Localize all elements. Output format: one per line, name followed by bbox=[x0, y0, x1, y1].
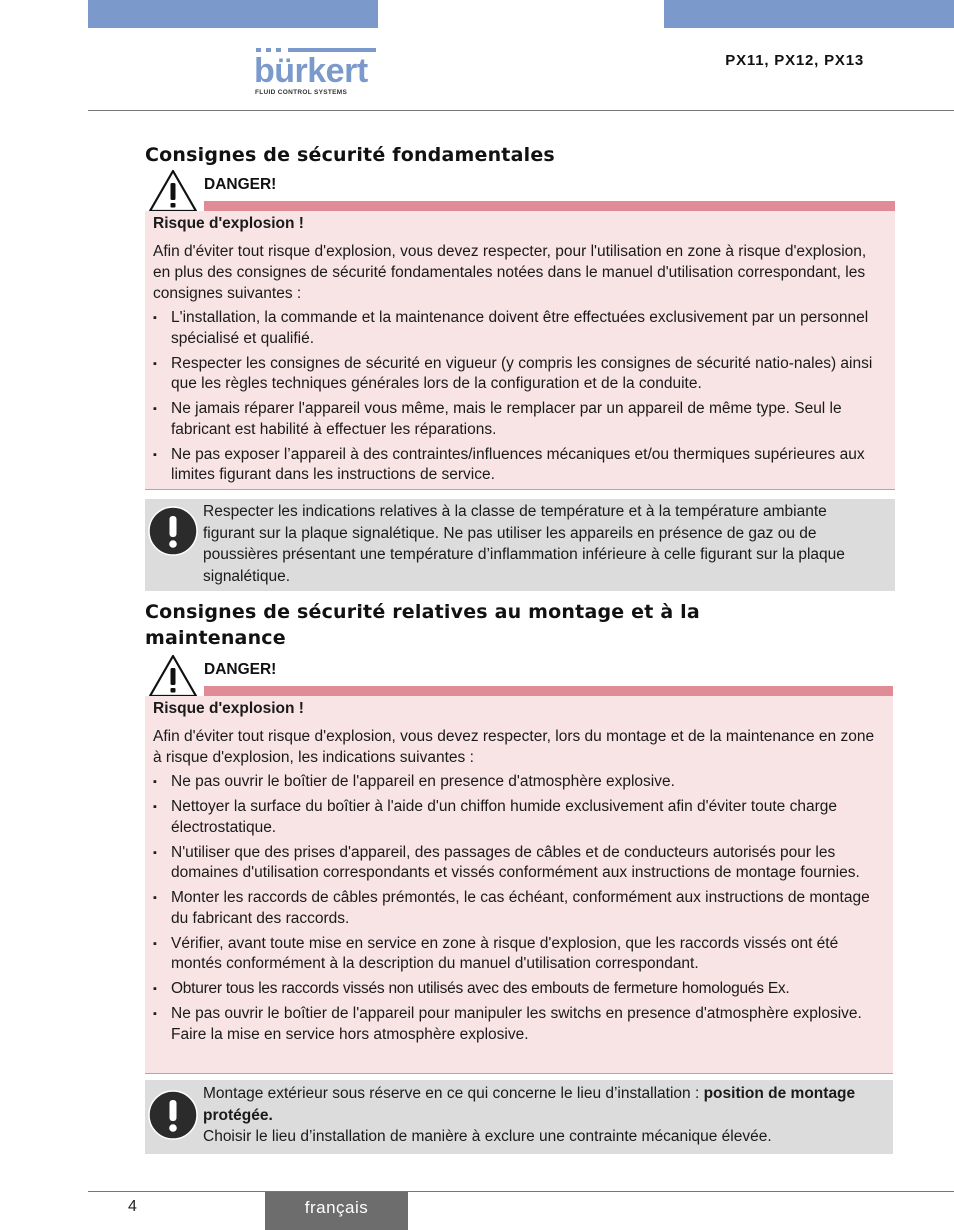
note-text: Respecter les indications relatives à la classe de température et à la température ambiante figurant sur la plaque signalétique. Ne pas utiliser les appareils en présence de gaz ou de poussières présentant une température d’inflammation inférieure à celle figurant sur la plaque signalétique. bbox=[203, 503, 845, 585]
list-item: ▪ Ne jamais réparer l'appareil vous même, mais le remplacer par un appareil de même type. Seul le fabricant est habilité à effectuer les réparations. bbox=[153, 399, 887, 440]
danger-intro: Afin d'éviter tout risque d'explosion, vous devez respecter, lors du montage et de la maintenance en zone à risque d'explosion, les indications suivantes : bbox=[153, 728, 875, 766]
note-box bbox=[145, 499, 895, 591]
note-box bbox=[145, 1080, 893, 1154]
note-text-bold: position de montage protégée. bbox=[203, 1085, 856, 1124]
list-item: ▪ Respecter les consignes de sécurité en vigueur (y compris les consignes de sécurité natio-nales) ainsi que les règles techniques générales lors de la configuration et de la conduite. bbox=[153, 354, 887, 395]
danger-list bbox=[153, 772, 885, 1045]
burkert-logo bbox=[254, 48, 378, 100]
document-model: PX11, PX12, PX13 bbox=[725, 52, 864, 69]
list-item: ▪ Ne pas ouvrir le boîtier de l'appareil en presence d'atmosphère explosive. bbox=[153, 772, 885, 793]
logo-tagline: FLUID CONTROL SYSTEMS bbox=[255, 89, 348, 96]
note-text-line2: Choisir le lieu d’installation de manière à exclure une contrainte mécanique élevée. bbox=[203, 1128, 772, 1145]
list-item: ▪ Ne pas exposer l’appareil à des contraintes/influences mécaniques et/ou thermiques supérieures aux limites figurant dans les instructions de service. bbox=[153, 445, 887, 486]
page-number: 4 bbox=[128, 1198, 137, 1215]
footer-divider bbox=[88, 1191, 954, 1192]
header-accent-bar-right bbox=[664, 0, 954, 28]
note-text bbox=[203, 1083, 879, 1126]
danger-label: DANGER! bbox=[204, 661, 277, 678]
section-title-fundamental: Consignes de sécurité fondamentales bbox=[145, 144, 555, 166]
risk-heading: Risque d'explosion ! bbox=[153, 215, 304, 232]
risk-heading: Risque d'explosion ! bbox=[153, 700, 304, 717]
header-divider bbox=[88, 110, 954, 111]
list-item: ▪ Nettoyer la surface du boîtier à l'aide d'un chiffon humide exclusivement afin d'éviter toute charge électrostatique. bbox=[153, 797, 885, 838]
section-title-mounting bbox=[145, 599, 700, 651]
warning-triangle-icon bbox=[147, 168, 199, 214]
warning-triangle-icon bbox=[147, 653, 199, 699]
danger-stripe bbox=[204, 686, 893, 696]
list-item: ▪ N'utiliser que des prises d'appareil, des passages de câbles et de conducteurs autorisés pour les domaines d'utilisation correspondants et vissés conformément aux instructions de montage fournies. bbox=[153, 843, 885, 884]
note-text-prefix: Montage extérieur sous réserve en ce qui concerne le lieu d’installation : bbox=[203, 1085, 704, 1102]
list-item: ▪ Ne pas ouvrir le boîtier de l'appareil pour manipuler les switchs en presence d'atmosphère explosive. Faire la mise en service hors atmosphère explosive. bbox=[153, 1004, 885, 1045]
list-item: ▪ Obturer tous les raccords vissés non utilisés avec des embouts de fermeture homologués Ex. bbox=[153, 979, 885, 1000]
exclamation-circle-icon bbox=[147, 505, 199, 557]
section-title-line: maintenance bbox=[145, 627, 286, 649]
danger-intro: Afin d'éviter tout risque d'explosion, vous devez respecter, pour l'utilisation en zone à risque d'explosion, en plus des consignes de sécurité fondamentales notées dans le manuel d'utilisation correspondant, les consignes suivantes : bbox=[153, 243, 867, 302]
list-item: ▪ Monter les raccords de câbles prémontés, le cas échéant, conformément aux instructions de montage du fabricant des raccords. bbox=[153, 888, 885, 929]
header-accent-bar-left bbox=[88, 0, 378, 28]
danger-list bbox=[153, 308, 887, 486]
exclamation-circle-icon bbox=[147, 1089, 199, 1141]
logo-wordmark: bürkert bbox=[254, 52, 368, 90]
list-item: ▪ Vérifier, avant toute mise en service en zone à risque d'explosion, que les raccords vissés ont été montés conformément à la description du manuel d'utilisation correspondant. bbox=[153, 934, 885, 975]
section-title-line: Consignes de sécurité relatives au montage et à la bbox=[145, 601, 700, 623]
language-tab: français bbox=[265, 1192, 408, 1230]
danger-box bbox=[145, 211, 895, 490]
danger-label: DANGER! bbox=[204, 176, 277, 193]
list-item: ▪ L'installation, la commande et la maintenance doivent être effectuées exclusivement par un personnel spécialisé et qualifié. bbox=[153, 308, 887, 349]
danger-box bbox=[145, 696, 893, 1074]
danger-stripe bbox=[204, 201, 895, 211]
